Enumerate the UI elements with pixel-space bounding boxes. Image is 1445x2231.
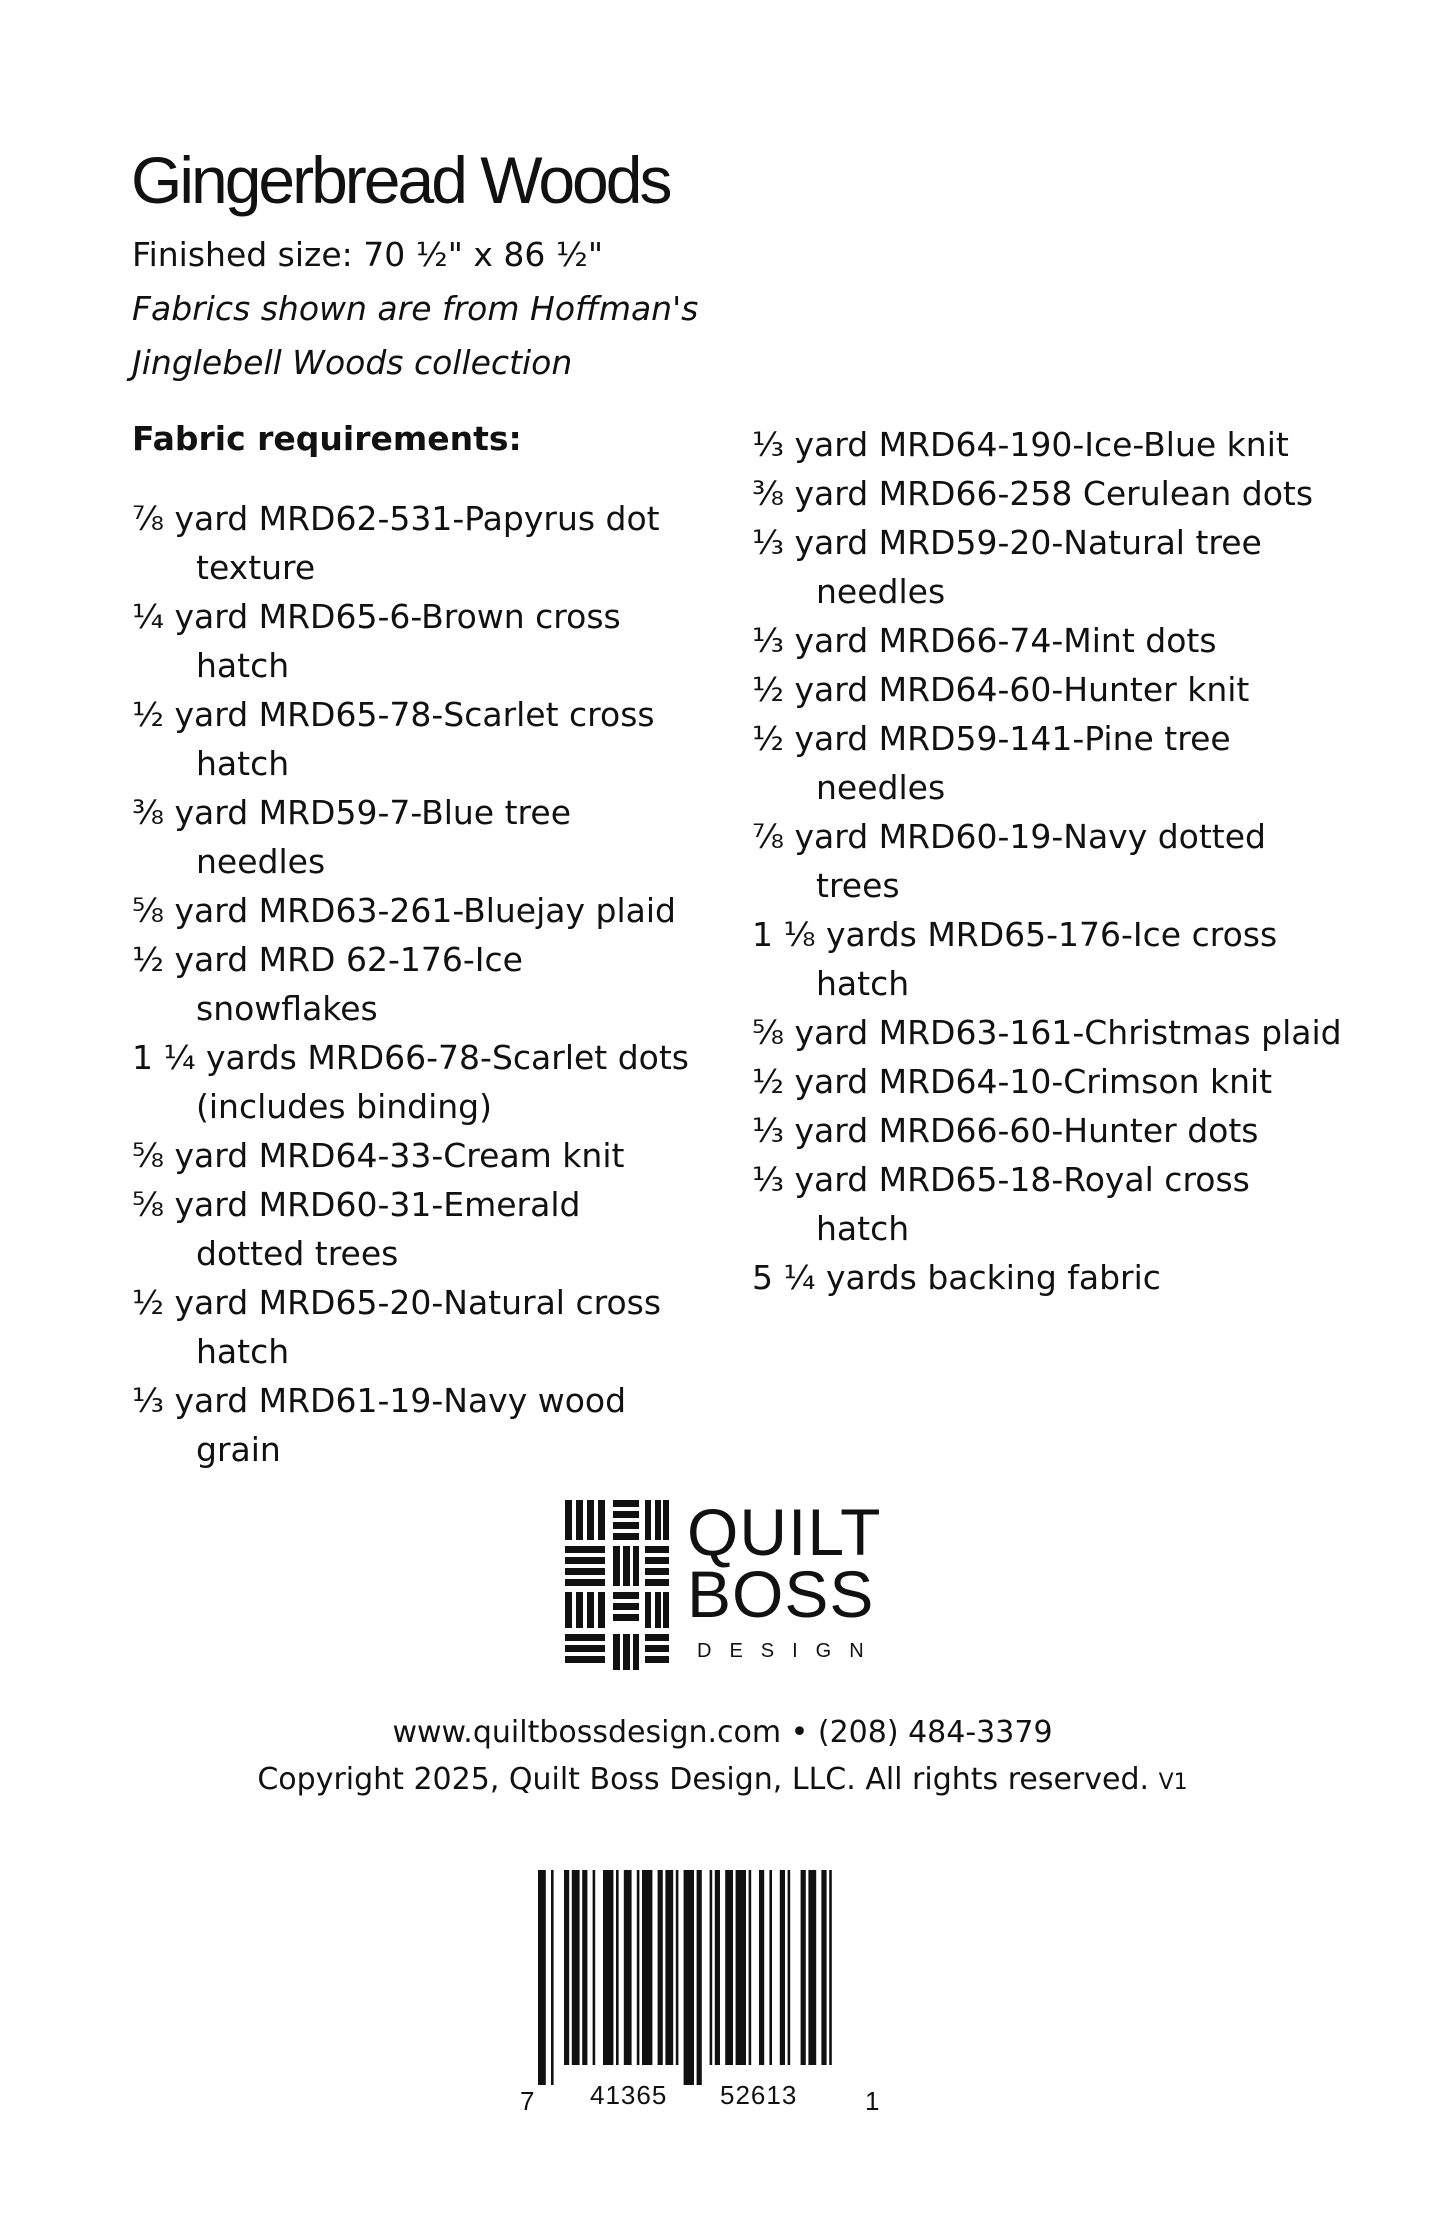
fabric-requirements-heading: Fabric requirements:: [132, 419, 522, 458]
fabric-item: ⅝ yard MRD64-33-Cream knit: [132, 1136, 625, 1175]
barcode-bar: [769, 1870, 772, 2065]
barcode-right-group: 52613: [720, 2080, 798, 2110]
barcode-bar: [749, 1870, 752, 2065]
barcode-bar: [551, 1870, 554, 2085]
barcode-bar: [676, 1870, 679, 2065]
barcode-bar: [801, 1870, 806, 2065]
fabric-list-right: [752, 420, 1352, 1302]
barcode-bar: [759, 1870, 764, 2065]
logo-word-boss: BOSS: [687, 1557, 875, 1631]
fabric-item: ⅝ yard MRD60-31-Emerald dotted trees: [132, 1185, 581, 1273]
fabric-item: ⅓ yard MRD64-190-Ice-Blue knit: [752, 425, 1289, 464]
barcode-bar: [658, 1870, 663, 2065]
fabric-item: 5 ¼ yards backing fabric: [752, 1258, 1161, 1297]
fabric-list-left: [132, 494, 692, 1474]
barcode-bar: [715, 1870, 720, 2065]
copyright-line: [0, 1757, 1445, 1806]
fabric-item: ½ yard MRD65-20-Natural cross hatch: [132, 1283, 662, 1371]
barcode-check-digit: 1: [865, 2086, 881, 2116]
fabric-item: 1 ¼ yards MRD66-78-Scarlet dots (includes binding): [132, 1038, 689, 1126]
fabric-collection-note-line2: Jinglebell Woods collection: [132, 343, 573, 382]
fabric-item: ⅜ yard MRD59-7-Blue tree needles: [132, 793, 571, 881]
quilt-boss-logo: [565, 1495, 895, 1670]
fabric-item: ½ yard MRD59-141-Pine tree needles: [752, 719, 1231, 807]
version-label: V1: [1158, 1770, 1188, 1795]
barcode-bar: [593, 1870, 596, 2065]
barcode-bar: [616, 1870, 619, 2065]
fabric-item: ½ yard MRD65-78-Scarlet cross hatch: [132, 695, 655, 783]
logo-word-quilt: QUILT: [687, 1495, 882, 1569]
fabric-item: ⅓ yard MRD61-19-Navy wood grain: [132, 1381, 627, 1469]
fabric-item: ⅓ yard MRD65-18-Royal cross hatch: [752, 1160, 1250, 1248]
pattern-title: Gingerbread Woods: [131, 143, 670, 217]
barcode-bar: [538, 1870, 546, 2085]
barcode-bar: [684, 1870, 694, 2085]
barcode-bar: [624, 1870, 632, 2065]
barcode-bar: [637, 1870, 640, 2065]
fabric-collection-note-line1: Fabrics shown are from Hoffman's: [132, 289, 699, 328]
fabric-item: ⅞ yard MRD60-19-Navy dotted trees: [752, 817, 1266, 905]
barcode-bar: [829, 1870, 832, 2065]
barcode-bar: [710, 1870, 713, 2065]
fabric-item: ⅞ yard MRD62-531-Papyrus dot texture: [132, 499, 660, 587]
fabric-item: ⅓ yard MRD66-60-Hunter dots: [752, 1111, 1259, 1150]
barcode-left-group: 41365: [590, 2080, 668, 2110]
logo-word-design: DESIGN: [697, 1640, 882, 1662]
fabric-item: ⅓ yard MRD59-20-Natural tree needles: [752, 523, 1262, 611]
barcode-bar: [821, 1870, 826, 2065]
finished-size: Finished size: 70 ½" x 86 ½": [132, 235, 604, 274]
barcode-bar: [665, 1870, 673, 2065]
barcode-bar: [572, 1870, 580, 2065]
barcode-bar: [582, 1870, 587, 2065]
fabric-item: ⅝ yard MRD63-261-Bluejay plaid: [132, 891, 676, 930]
fabric-item: ½ yard MRD64-60-Hunter knit: [752, 670, 1250, 709]
contact-line: www.quiltbossdesign.com • (208) 484-3379: [392, 1715, 1053, 1750]
pattern-info: [132, 228, 698, 390]
barcode-bars: [520, 1870, 890, 2085]
fabric-item: ⅝ yard MRD63-161-Christmas plaid: [752, 1013, 1342, 1052]
barcode-bar: [697, 1870, 702, 2085]
barcode-bar: [780, 1870, 785, 2065]
copyright-text: Copyright 2025, Quilt Boss Design, LLC. All rights reserved.: [257, 1762, 1150, 1797]
barcode-bar: [725, 1870, 733, 2065]
barcode-lead-digit: 7: [520, 2086, 536, 2116]
fabric-item: 1 ⅛ yards MRD65-176-Ice cross hatch: [752, 915, 1278, 1003]
barcode-bar: [642, 1870, 652, 2065]
barcode-bar: [788, 1870, 791, 2065]
woven-squares-icon: [565, 1500, 669, 1670]
fabric-item: ⅓ yard MRD66-74-Mint dots: [752, 621, 1217, 660]
barcode-bar: [603, 1870, 613, 2065]
barcode-bar: [808, 1870, 816, 2065]
barcode-bar: [736, 1870, 746, 2065]
fabric-item: ¼ yard MRD65-6-Brown cross hatch: [132, 597, 621, 685]
fabric-item: ½ yard MRD64-10-Crimson knit: [752, 1062, 1273, 1101]
upc-barcode: [520, 1870, 890, 2120]
fabric-item: ⅜ yard MRD66-258 Cerulean dots: [752, 474, 1314, 513]
barcode-bar: [564, 1870, 569, 2065]
fabric-item: ½ yard MRD 62-176-Ice snowflakes: [132, 940, 523, 1028]
